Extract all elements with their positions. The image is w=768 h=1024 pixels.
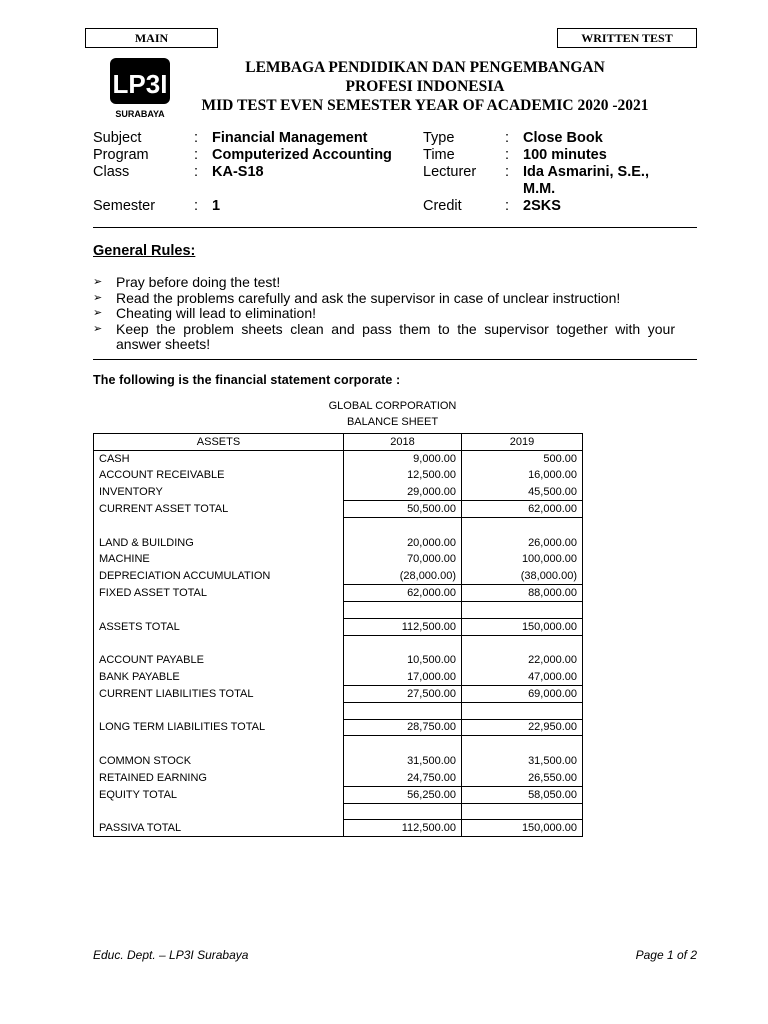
table-row [94,652,583,669]
rule-text: Pray before doing the test! [116,274,281,290]
table-cell: RETAINED EARNING [94,769,344,786]
colon: : [505,164,510,180]
table-cell: 9,000.00 [344,450,462,467]
info-row-semester [93,198,703,215]
table-cell: 112,500.00 [344,820,462,837]
info-row-program [93,147,703,164]
table-cell: 22,000.00 [462,652,583,669]
rule-text: Keep the problem sheets clean and pass them to the supervisor together with your answer sheets! [116,320,675,352]
table-cell: ACCOUNT RECEIVABLE [94,467,344,484]
table-cell: 28,750.00 [344,719,462,736]
table-row [94,534,583,551]
table-spacer-row [94,601,583,618]
table-cell: ACCOUNT PAYABLE [94,652,344,669]
table-cell: 150,000.00 [462,618,583,635]
table-cell: CASH [94,450,344,467]
institution-line1: LEMBAGA PENDIDIKAN DAN PENGEMBANGAN [245,59,605,76]
table-cell: 150,000.00 [462,820,583,837]
colon: : [194,164,199,180]
table-row [94,719,583,736]
table-spacer-row [94,517,583,534]
table-cell: 17,000.00 [344,669,462,686]
table-row [94,467,583,484]
table-cell: 58,050.00 [462,786,583,803]
table-cell [344,803,462,820]
table-row [94,786,583,803]
table-spacer-row [94,702,583,719]
table-cell: 112,500.00 [344,618,462,635]
table-row [94,669,583,686]
rule-item [93,275,675,291]
table-row [94,685,583,702]
credit-value: 2SKS [523,198,561,214]
table-cell: 24,750.00 [344,769,462,786]
subject-value: Financial Management [212,130,368,146]
credit-label: Credit [423,198,462,214]
class-label: Class [93,164,130,180]
table-cell: 500.00 [462,450,583,467]
table-cell: 50,500.00 [344,501,462,518]
table-cell [344,601,462,618]
arrow-bullet-icon: ➢ [93,307,103,319]
table-cell [462,736,583,753]
table-row [94,568,583,585]
table-cell [462,601,583,618]
table-cell: EQUITY TOTAL [94,786,344,803]
rule-item [93,291,675,307]
info-row-class [93,164,703,181]
table-cell: COMMON STOCK [94,753,344,770]
colon: : [194,130,199,146]
rule-item [93,322,675,353]
table-cell: (38,000.00) [462,568,583,585]
table-row [94,820,583,837]
rule-text: Cheating will lead to elimination! [116,305,316,321]
table-cell: 62,000.00 [344,585,462,602]
table-cell [94,517,344,534]
table-cell: 26,550.00 [462,769,583,786]
logo-city: SURABAYA [115,109,165,119]
table-cell: 47,000.00 [462,669,583,686]
colon: : [505,147,510,163]
table-cell: 45,500.00 [462,484,583,501]
lp3i-logo [108,56,172,120]
table-cell: 62,000.00 [462,501,583,518]
table-cell [462,635,583,652]
table-spacer-row [94,635,583,652]
colon: : [194,198,199,214]
exam-title: MID TEST EVEN SEMESTER YEAR OF ACADEMIC 2020 -2021 [201,97,649,114]
table-row [94,551,583,568]
arrow-bullet-icon: ➢ [93,291,103,304]
table-cell: 31,500.00 [344,753,462,770]
table-cell: BANK PAYABLE [94,669,344,686]
type-value: Close Book [523,130,603,146]
table-cell [462,803,583,820]
table-cell: 88,000.00 [462,585,583,602]
logo-letters: LP3I [112,69,168,99]
table-spacer-row [94,803,583,820]
table-cell: DEPRECIATION ACCUMULATION [94,568,344,585]
lecturer-label: Lecturer [423,164,477,180]
lecturer-value: Ida Asmarini, S.E., [523,164,649,180]
colon: : [505,130,510,146]
table-cell: 100,000.00 [462,551,583,568]
footer-department: Educ. Dept. – LP3I Surabaya [93,948,249,962]
table-cell [462,702,583,719]
table-cell: 20,000.00 [344,534,462,551]
rule-item [93,306,675,322]
table-row [94,585,583,602]
time-label: Time [423,147,455,163]
table-cell [344,702,462,719]
table-cell: LONG TERM LIABILITIES TOTAL [94,719,344,736]
footer-page-number: Page 1 of 2 [635,948,697,962]
lecturer-value-cont: M.M. [523,181,556,197]
table-cell: 10,500.00 [344,652,462,669]
table-row [94,618,583,635]
table-row [94,501,583,518]
table-row [94,450,583,467]
col-header-2018: 2018 [344,434,462,451]
table-spacer-row [94,736,583,753]
table-row [94,753,583,770]
colon: : [194,147,199,163]
table-cell: 29,000.00 [344,484,462,501]
divider [93,227,697,228]
table-cell [94,803,344,820]
program-value: Computerized Accounting [212,147,392,163]
table-cell: 27,500.00 [344,685,462,702]
info-row-subject [93,130,703,147]
divider [93,359,697,360]
class-value: KA-S18 [212,164,264,180]
col-header-2019: 2019 [462,434,583,451]
company-name: GLOBAL CORPORATION [328,400,457,412]
table-cell: ASSETS TOTAL [94,618,344,635]
semester-value: 1 [212,198,221,214]
table-cell: FIXED ASSET TOTAL [94,585,344,602]
table-cell: 56,250.00 [344,786,462,803]
table-row [94,769,583,786]
table-cell: LAND & BUILDING [94,534,344,551]
table-cell: CURRENT ASSET TOTAL [94,501,344,518]
arrow-bullet-icon: ➢ [93,322,103,335]
col-header-assets: ASSETS [94,434,344,451]
table-cell [344,635,462,652]
table-cell: CURRENT LIABILITIES TOTAL [94,685,344,702]
table-cell: (28,000.00) [344,568,462,585]
table-cell: 12,500.00 [344,467,462,484]
institution-line2: PROFESI INDONESIA [345,78,505,95]
table-cell [94,601,344,618]
semester-label: Semester [93,198,156,214]
table-cell: 16,000.00 [462,467,583,484]
table-cell: INVENTORY [94,484,344,501]
table-cell [94,736,344,753]
table-cell: 26,000.00 [462,534,583,551]
table-cell [462,517,583,534]
table-cell: 31,500.00 [462,753,583,770]
subject-label: Subject [93,130,142,146]
table-row [94,484,583,501]
table-cell [344,736,462,753]
rule-text: Read the problems carefully and ask the supervisor in case of unclear instruction! [116,289,621,306]
colon: : [505,198,510,214]
tag-main: MAIN [85,28,218,48]
table-cell: 22,950.00 [462,719,583,736]
table-cell [94,635,344,652]
rules-list [93,275,675,353]
table-cell [94,702,344,719]
arrow-bullet-icon: ➢ [93,276,103,288]
type-label: Type [423,130,455,146]
table-cell [344,517,462,534]
table-cell: MACHINE [94,551,344,568]
time-value: 100 minutes [523,147,607,163]
table-cell: 69,000.00 [462,685,583,702]
rules-title: General Rules: [93,243,196,259]
program-label: Program [93,147,149,163]
tag-written-test: WRITTEN TEST [557,28,697,48]
table-cell: 70,000.00 [344,551,462,568]
intro-text: The following is the financial statement corporate : [93,373,401,387]
sheet-title: BALANCE SHEET [346,416,439,428]
table-header-row [94,434,583,451]
table-cell: PASSIVA TOTAL [94,820,344,837]
info-row-lecturer-cont [93,181,703,198]
balance-sheet-table [93,433,583,837]
